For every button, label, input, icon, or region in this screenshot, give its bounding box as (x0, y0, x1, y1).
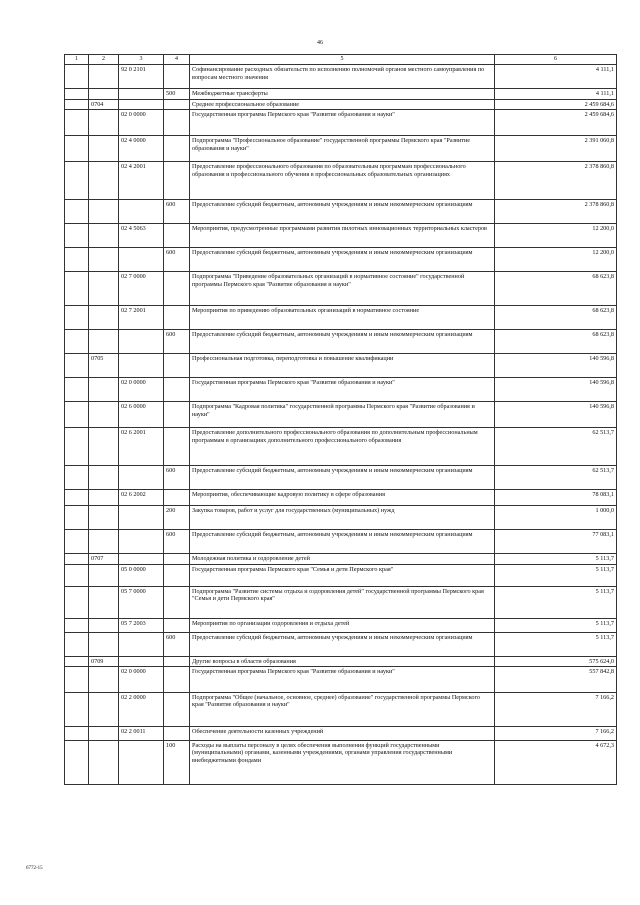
cell-c6: 1 000,0 (495, 506, 617, 530)
cell-c3: 02 2 0000 (119, 692, 164, 726)
cell-c1 (65, 110, 89, 136)
cell-c5: Подпрограмма "Общее (начальное, основное, среднее) образование" государственной программы Пермского края "Развитие образования и науки" (190, 692, 495, 726)
cell-c6: 4 672,3 (495, 740, 617, 784)
cell-c4 (164, 666, 190, 692)
cell-c6: 140 596,8 (495, 378, 617, 402)
cell-c2 (89, 726, 119, 740)
cell-c5: Предоставление субсидий бюджетным, автономным учреждениям и иным некоммерческим организациям (190, 330, 495, 354)
cell-c6: 68 623,8 (495, 306, 617, 330)
cell-c1 (65, 200, 89, 224)
footer-code: 6772-15 (26, 866, 43, 871)
cell-c5: Предоставление субсидий бюджетным, автономным учреждениям и иным некоммерческим организациям (190, 466, 495, 490)
cell-c1 (65, 402, 89, 428)
cell-c6: 2 391 060,8 (495, 136, 617, 162)
cell-c4 (164, 618, 190, 632)
cell-c3: 02 6 2002 (119, 490, 164, 506)
cell-c4: 600 (164, 330, 190, 354)
cell-c1 (65, 564, 89, 586)
cell-c2 (89, 378, 119, 402)
cell-c4 (164, 554, 190, 564)
cell-c3: 05 7 0000 (119, 586, 164, 618)
cell-c3: 02 6 0000 (119, 402, 164, 428)
column-header: 6 (495, 55, 617, 65)
cell-c6: 12 200,0 (495, 224, 617, 248)
cell-c5: Среднее профессиональное образование (190, 99, 495, 109)
cell-c1 (65, 506, 89, 530)
cell-c1 (65, 740, 89, 784)
cell-c3 (119, 248, 164, 272)
cell-c5: Мероприятия по организации оздоровления и отдыха детей (190, 618, 495, 632)
cell-c4 (164, 692, 190, 726)
cell-c2 (89, 248, 119, 272)
cell-c3: 02 4 0000 (119, 136, 164, 162)
cell-c3 (119, 354, 164, 378)
cell-c2 (89, 272, 119, 306)
cell-c6: 62 513,7 (495, 428, 617, 466)
table-row (65, 726, 617, 740)
cell-c2 (89, 466, 119, 490)
cell-c3 (119, 656, 164, 666)
cell-c3: 02 0 0000 (119, 666, 164, 692)
cell-c5: Мероприятия, предусмотренные программами развития пилотных инновационных территориальных кластеров (190, 224, 495, 248)
cell-c4 (164, 110, 190, 136)
cell-c4 (164, 224, 190, 248)
table-row (65, 248, 617, 272)
cell-c3 (119, 740, 164, 784)
table-row (65, 136, 617, 162)
table-row (65, 330, 617, 354)
cell-c6: 5 113,7 (495, 632, 617, 656)
table-row (65, 530, 617, 554)
cell-c4: 600 (164, 632, 190, 656)
cell-c4 (164, 378, 190, 402)
cell-c3: 02 0 0000 (119, 110, 164, 136)
cell-c1 (65, 89, 89, 99)
cell-c6: 68 623,8 (495, 330, 617, 354)
cell-c1 (65, 554, 89, 564)
cell-c6: 557 842,8 (495, 666, 617, 692)
cell-c5: Предоставление субсидий бюджетным, автономным учреждениям и иным некоммерческим организациям (190, 632, 495, 656)
cell-c6: 5 113,7 (495, 618, 617, 632)
cell-c5: Мероприятия, обеспечивающие кадровую политику в сфере образования (190, 490, 495, 506)
cell-c4 (164, 354, 190, 378)
cell-c5: Межбюджетные трансферты (190, 89, 495, 99)
cell-c1 (65, 656, 89, 666)
cell-c2 (89, 200, 119, 224)
cell-c3: 02 7 0000 (119, 272, 164, 306)
cell-c5: Подпрограмма "Развитие системы отдыха и оздоровления детей" государственной программы Пермского края "Семья и дети Пермского края" (190, 586, 495, 618)
cell-c4 (164, 65, 190, 89)
cell-c3: 05 7 2003 (119, 618, 164, 632)
cell-c6: 140 596,8 (495, 354, 617, 378)
cell-c6: 7 166,2 (495, 692, 617, 726)
cell-c6: 4 111,1 (495, 65, 617, 89)
cell-c3 (119, 89, 164, 99)
cell-c5: Закупка товаров, работ и услуг для государственных (муниципальных) нужд (190, 506, 495, 530)
table-row (65, 354, 617, 378)
cell-c1 (65, 248, 89, 272)
cell-c3 (119, 330, 164, 354)
cell-c5: Государственная программа Пермского края "Развитие образования и науки" (190, 666, 495, 692)
cell-c1 (65, 330, 89, 354)
table-row (65, 632, 617, 656)
cell-c5: Подпрограмма "Профессиональное образование" государственной программы Пермского края "Развитие образования и науки" (190, 136, 495, 162)
cell-c2: 0704 (89, 99, 119, 109)
cell-c6: 140 596,8 (495, 402, 617, 428)
table-row (65, 200, 617, 224)
cell-c3 (119, 466, 164, 490)
cell-c1 (65, 726, 89, 740)
table-row (65, 402, 617, 428)
cell-c2 (89, 564, 119, 586)
cell-c6: 2 459 684,6 (495, 99, 617, 109)
table-row (65, 378, 617, 402)
cell-c3 (119, 554, 164, 564)
cell-c3: 02 2 0011 (119, 726, 164, 740)
cell-c2 (89, 330, 119, 354)
cell-c6: 7 166,2 (495, 726, 617, 740)
cell-c1 (65, 99, 89, 109)
cell-c3: 05 0 0000 (119, 564, 164, 586)
cell-c3: 92 0 2101 (119, 65, 164, 89)
cell-c4 (164, 99, 190, 109)
cell-c4: 200 (164, 506, 190, 530)
cell-c2 (89, 506, 119, 530)
cell-c1 (65, 306, 89, 330)
cell-c1 (65, 272, 89, 306)
table-row (65, 618, 617, 632)
cell-c4: 500 (164, 89, 190, 99)
cell-c5: Государственная программа Пермского края "Развитие образования и науки" (190, 110, 495, 136)
cell-c4: 600 (164, 466, 190, 490)
cell-c2 (89, 110, 119, 136)
table-row (65, 110, 617, 136)
cell-c5: Обеспечение деятельности казенных учреждений (190, 726, 495, 740)
cell-c4 (164, 726, 190, 740)
cell-c1 (65, 490, 89, 506)
budget-table (64, 54, 617, 785)
table-row (65, 490, 617, 506)
cell-c6: 4 111,1 (495, 89, 617, 99)
cell-c5: Предоставление субсидий бюджетным, автономным учреждениям и иным некоммерческим организациям (190, 248, 495, 272)
cell-c5: Мероприятия по приведению образовательных организаций в нормативное состояние (190, 306, 495, 330)
cell-c1 (65, 354, 89, 378)
cell-c2 (89, 530, 119, 554)
cell-c2 (89, 65, 119, 89)
cell-c2 (89, 428, 119, 466)
table-header-row (65, 55, 617, 65)
cell-c6: 12 200,0 (495, 248, 617, 272)
cell-c3: 02 4 5063 (119, 224, 164, 248)
table-row (65, 65, 617, 89)
cell-c2 (89, 89, 119, 99)
cell-c1 (65, 586, 89, 618)
cell-c5: Расходы на выплаты персоналу в целях обеспечения выполнения функций государственными (муниципальными) органами, казенными учреждениями, органами управления государственными внебюджетными фондами (190, 740, 495, 784)
cell-c4 (164, 490, 190, 506)
table-row (65, 740, 617, 784)
cell-c2 (89, 136, 119, 162)
cell-c2 (89, 586, 119, 618)
cell-c6: 68 623,8 (495, 272, 617, 306)
column-header: 4 (164, 55, 190, 65)
cell-c1 (65, 466, 89, 490)
table-row (65, 99, 617, 109)
cell-c2: 0707 (89, 554, 119, 564)
cell-c2 (89, 740, 119, 784)
cell-c5: Предоставление профессионального образования по образовательным программам профессионального образования и профессионального обучения в профессиональных образовательных организациях (190, 162, 495, 200)
page-number: 46 (317, 40, 323, 46)
column-header: 1 (65, 55, 89, 65)
cell-c2 (89, 306, 119, 330)
cell-c4 (164, 656, 190, 666)
cell-c1 (65, 224, 89, 248)
table-row (65, 428, 617, 466)
table-row (65, 306, 617, 330)
cell-c4: 600 (164, 530, 190, 554)
cell-c6: 77 083,1 (495, 530, 617, 554)
cell-c2 (89, 692, 119, 726)
cell-c3: 02 4 2001 (119, 162, 164, 200)
cell-c5: Предоставление субсидий бюджетным, автономным учреждениям и иным некоммерческим организациям (190, 530, 495, 554)
table-row (65, 554, 617, 564)
cell-c4: 600 (164, 200, 190, 224)
cell-c2 (89, 632, 119, 656)
cell-c1 (65, 666, 89, 692)
table-body (65, 65, 617, 785)
cell-c4 (164, 586, 190, 618)
cell-c6: 62 513,7 (495, 466, 617, 490)
cell-c1 (65, 530, 89, 554)
cell-c4 (164, 428, 190, 466)
cell-c1 (65, 618, 89, 632)
cell-c5: Предоставление субсидий бюджетным, автономным учреждениям и иным некоммерческим организациям (190, 200, 495, 224)
cell-c2 (89, 162, 119, 200)
cell-c4 (164, 564, 190, 586)
table-row (65, 656, 617, 666)
cell-c1 (65, 65, 89, 89)
column-header: 5 (190, 55, 495, 65)
cell-c5: Предоставление дополнительного профессионального образования по дополнительным профессиональным программам в организациях дополнительного профессионального образования (190, 428, 495, 466)
table-row (65, 89, 617, 99)
cell-c1 (65, 632, 89, 656)
cell-c6: 2 459 684,6 (495, 110, 617, 136)
cell-c3 (119, 200, 164, 224)
cell-c2 (89, 402, 119, 428)
cell-c1 (65, 378, 89, 402)
cell-c5: Государственная программа Пермского края "Семья и дети Пермского края" (190, 564, 495, 586)
cell-c4 (164, 402, 190, 428)
cell-c5: Другие вопросы в области образования (190, 656, 495, 666)
cell-c4 (164, 272, 190, 306)
table-row (65, 506, 617, 530)
cell-c3 (119, 99, 164, 109)
table-row (65, 666, 617, 692)
table-row (65, 586, 617, 618)
table-row (65, 564, 617, 586)
cell-c5: Подпрограмма "Приведение образовательных организаций в нормативное состояние" государственной программы Пермского края "Развитие образования и науки" (190, 272, 495, 306)
cell-c5: Государственная программа Пермского края "Развитие образования и науки" (190, 378, 495, 402)
cell-c2 (89, 490, 119, 506)
table-row (65, 272, 617, 306)
table-row (65, 692, 617, 726)
column-header: 2 (89, 55, 119, 65)
cell-c2 (89, 224, 119, 248)
cell-c6: 5 113,7 (495, 586, 617, 618)
cell-c6: 2 378 860,8 (495, 162, 617, 200)
column-header: 3 (119, 55, 164, 65)
cell-c6: 5 113,7 (495, 554, 617, 564)
cell-c3 (119, 506, 164, 530)
cell-c1 (65, 692, 89, 726)
cell-c2 (89, 666, 119, 692)
cell-c6: 5 113,7 (495, 564, 617, 586)
cell-c3: 02 7 2001 (119, 306, 164, 330)
table-row (65, 162, 617, 200)
table-row (65, 224, 617, 248)
cell-c4: 600 (164, 248, 190, 272)
cell-c5: Софинансирование расходных обязательств по исполнению полномочий органов местного самоуправления по вопросам местного значения (190, 65, 495, 89)
cell-c5: Подпрограмма "Кадровая политика" государственной программы Пермского края "Развитие образования и науки" (190, 402, 495, 428)
cell-c1 (65, 136, 89, 162)
cell-c6: 2 378 860,8 (495, 200, 617, 224)
cell-c5: Молодежная политика и оздоровление детей (190, 554, 495, 564)
cell-c4 (164, 136, 190, 162)
cell-c6: 78 083,1 (495, 490, 617, 506)
cell-c6: 575 624,0 (495, 656, 617, 666)
cell-c2: 0705 (89, 354, 119, 378)
cell-c4 (164, 162, 190, 200)
cell-c1 (65, 162, 89, 200)
cell-c1 (65, 428, 89, 466)
cell-c5: Профессиональная подготовка, переподготовка и повышение квалификации (190, 354, 495, 378)
cell-c2: 0709 (89, 656, 119, 666)
cell-c4 (164, 306, 190, 330)
cell-c2 (89, 618, 119, 632)
cell-c3: 02 0 0000 (119, 378, 164, 402)
cell-c3 (119, 530, 164, 554)
cell-c3 (119, 632, 164, 656)
table-row (65, 466, 617, 490)
cell-c4: 100 (164, 740, 190, 784)
cell-c3: 02 6 2001 (119, 428, 164, 466)
